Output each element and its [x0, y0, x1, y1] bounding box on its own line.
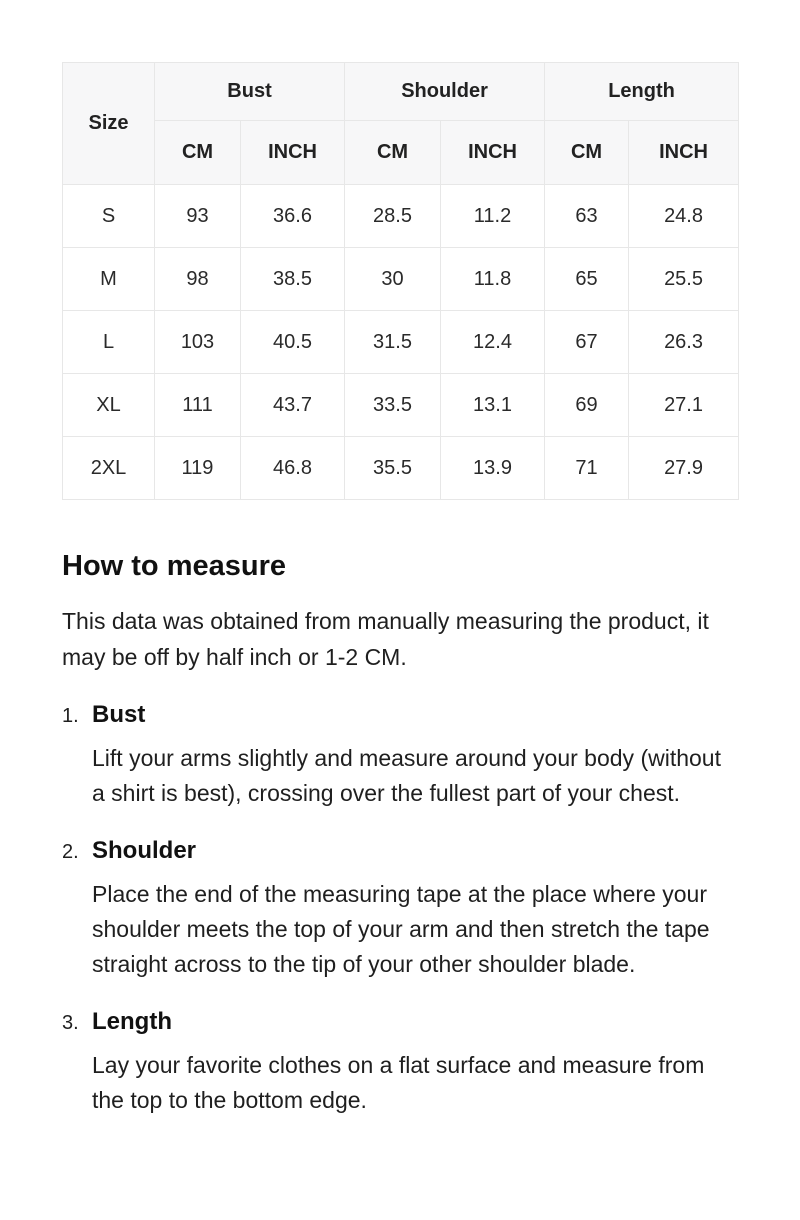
header-size: Size [63, 63, 155, 185]
list-item [62, 701, 740, 811]
table-row [63, 248, 739, 311]
header-length-inch: INCH [629, 121, 739, 185]
step-description: Lift your arms slightly and measure around your body (without a shirt is best), crossing over the fullest part of your chest. [92, 745, 721, 806]
value-cell: 26.3 [629, 311, 739, 374]
table-header-unit-row [63, 121, 739, 185]
table-row [63, 437, 739, 500]
value-cell: 119 [155, 437, 241, 500]
value-cell: 35.5 [345, 437, 441, 500]
header-shoulder-cm: CM [345, 121, 441, 185]
value-cell: 27.9 [629, 437, 739, 500]
header-bust-cm: CM [155, 121, 241, 185]
value-cell: 30 [345, 248, 441, 311]
step-label-shoulder: Shoulder [92, 837, 197, 864]
value-cell: 25.5 [629, 248, 739, 311]
value-cell: 24.8 [629, 185, 739, 248]
value-cell: 46.8 [241, 437, 345, 500]
header-shoulder-inch: INCH [441, 121, 545, 185]
value-cell: 111 [155, 374, 241, 437]
value-cell: 98 [155, 248, 241, 311]
step-number: 3. [62, 1012, 79, 1034]
value-cell: 63 [545, 185, 629, 248]
size-cell: S [63, 185, 155, 248]
value-cell: 103 [155, 311, 241, 374]
value-cell: 67 [545, 311, 629, 374]
value-cell: 27.1 [629, 374, 739, 437]
step-header [62, 1008, 740, 1036]
value-cell: 13.9 [441, 437, 545, 500]
value-cell: 69 [545, 374, 629, 437]
value-cell: 36.6 [241, 185, 345, 248]
size-cell: XL [63, 374, 155, 437]
header-bust-inch: INCH [241, 121, 345, 185]
step-number: 1. [62, 705, 79, 727]
measure-steps-list [62, 701, 740, 1118]
value-cell: 40.5 [241, 311, 345, 374]
size-cell: 2XL [63, 437, 155, 500]
table-row [63, 311, 739, 374]
list-item [62, 1008, 740, 1118]
how-to-measure-intro: This data was obtained from manually measuring the product, it may be off by half inch or 1-2 CM. [62, 608, 709, 670]
value-cell: 12.4 [441, 311, 545, 374]
header-group-shoulder: Shoulder [345, 63, 545, 121]
step-label-length: Length [92, 1008, 172, 1035]
value-cell: 31.5 [345, 311, 441, 374]
step-description: Lay your favorite clothes on a flat surface and measure from the top to the bottom edge. [92, 1052, 705, 1113]
value-cell: 11.2 [441, 185, 545, 248]
size-cell: L [63, 311, 155, 374]
step-description: Place the end of the measuring tape at the place where your shoulder meets the top of your arm and then stretch the tape straight across to the tip of your other shoulder blade. [92, 881, 710, 977]
header-length-cm: CM [545, 121, 629, 185]
header-group-bust: Bust [155, 63, 345, 121]
value-cell: 93 [155, 185, 241, 248]
step-header [62, 837, 740, 865]
value-cell: 13.1 [441, 374, 545, 437]
size-cell: M [63, 248, 155, 311]
table-row [63, 374, 739, 437]
step-header [62, 701, 740, 729]
step-number: 2. [62, 841, 79, 863]
value-cell: 28.5 [345, 185, 441, 248]
table-header-group-row [63, 63, 739, 121]
value-cell: 65 [545, 248, 629, 311]
how-to-measure-heading: How to measure [62, 550, 286, 582]
list-item [62, 837, 740, 982]
value-cell: 33.5 [345, 374, 441, 437]
value-cell: 43.7 [241, 374, 345, 437]
size-chart-table [62, 62, 739, 500]
value-cell: 71 [545, 437, 629, 500]
value-cell: 11.8 [441, 248, 545, 311]
table-row [63, 185, 739, 248]
step-label-bust: Bust [92, 701, 146, 728]
header-group-length: Length [545, 63, 739, 121]
value-cell: 38.5 [241, 248, 345, 311]
